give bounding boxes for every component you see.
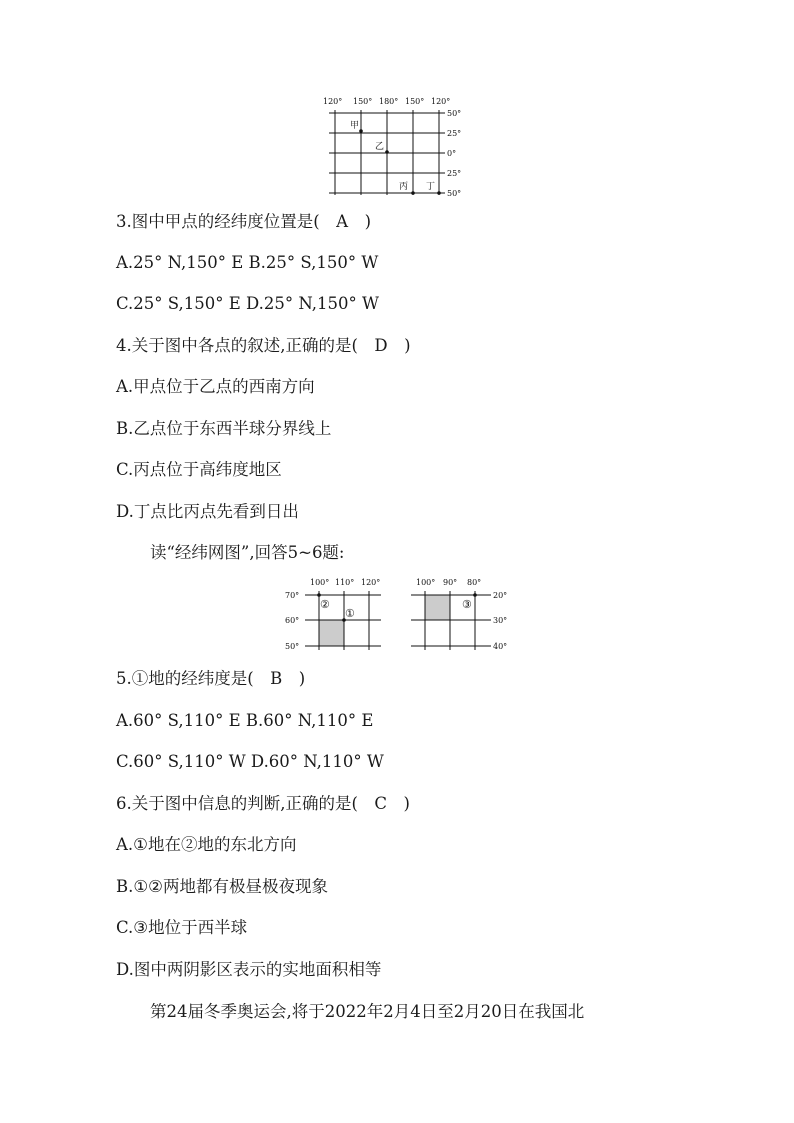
figure-3-grid — [405, 574, 517, 654]
question-3-options-cd: C.25° S,150° E D.25° N,150° W — [116, 294, 379, 313]
question-4-option-c: C.丙点位于高纬度地区 — [116, 460, 282, 479]
mark-3-label: ③ — [462, 598, 472, 611]
fig2-lat-label: 70° — [285, 591, 300, 600]
fig3-lat-label: 40° — [493, 642, 508, 651]
section-intro: 读“经纬网图”,回答5~6题: — [150, 543, 345, 562]
shaded-area-2 — [425, 595, 450, 620]
fig3-lon-label: 100° — [416, 578, 436, 587]
mark-1-label: ① — [345, 607, 355, 620]
question-4-option-b: B.乙点位于东西半球分界线上 — [116, 419, 332, 438]
shaded-area-1 — [319, 620, 344, 646]
fig1-lon-label: 120° — [431, 97, 451, 106]
question-3-options-ab: A.25° N,150° E B.25° S,150° W — [116, 253, 379, 272]
question-6-option-c: C.③地位于西半球 — [116, 918, 248, 937]
mark-2-label: ② — [320, 598, 330, 611]
fig1-lat-label: 0° — [447, 149, 457, 158]
question-5-options-ab: A.60° S,110° E B.60° N,110° E — [116, 711, 374, 730]
fig2-lon-label: 120° — [361, 578, 381, 587]
fig2-lon-label: 110° — [335, 578, 355, 587]
fig3-lon-label: 80° — [467, 578, 482, 587]
fig1-lon-label: 150° — [405, 97, 425, 106]
fig1-lon-label: 180° — [379, 97, 399, 106]
fig1-lat-label: 50° — [447, 189, 462, 198]
mark-2-point — [317, 593, 321, 597]
question-6-stem: 6.关于图中信息的判断,正确的是( C ) — [116, 794, 410, 813]
fig2-lon-label: 100° — [310, 578, 330, 587]
fig1-lon-label: 120° — [323, 97, 343, 106]
question-5-options-cd: C.60° S,110° W D.60° N,110° W — [116, 752, 384, 771]
fig3-lat-label: 20° — [493, 591, 508, 600]
fig1-lon-label: 150° — [353, 97, 373, 106]
fig1-lat-label: 25° — [447, 169, 462, 178]
question-6-option-a: A.①地在②地的东北方向 — [116, 835, 297, 854]
point-label-ding: 丁 — [426, 182, 436, 192]
fig2-lat-label: 50° — [285, 642, 300, 651]
point-label-yi: 乙 — [375, 142, 385, 152]
point-bing — [411, 191, 415, 195]
figure-2-grid — [283, 574, 388, 654]
question-4-stem: 4.关于图中各点的叙述,正确的是( D ) — [116, 336, 411, 355]
point-ding — [437, 191, 441, 195]
fig3-lat-label: 30° — [493, 616, 508, 625]
closing-paragraph: 第24届冬季奥运会,将于2022年2月4日至2月20日在我国北 — [150, 1002, 585, 1021]
point-label-bing: 丙 — [399, 182, 409, 192]
mark-3-point — [473, 593, 477, 597]
question-6-option-b: B.①②两地都有极昼极夜现象 — [116, 877, 328, 896]
point-yi — [385, 150, 389, 154]
fig1-lat-label: 25° — [447, 129, 462, 138]
fig3-lon-label: 90° — [443, 578, 458, 587]
question-5-stem: 5.①地的经纬度是( B ) — [116, 669, 306, 688]
figure-1-grid — [325, 93, 475, 200]
question-4-option-d: D.丁点比丙点先看到日出 — [116, 502, 299, 521]
question-4-option-a: A.甲点位于乙点的西南方向 — [116, 377, 315, 396]
fig1-lat-label: 50° — [447, 109, 462, 118]
fig2-lat-label: 60° — [285, 616, 300, 625]
question-6-option-d: D.图中两阴影区表示的实地面积相等 — [116, 960, 382, 979]
point-label-jia: 甲 — [350, 121, 360, 131]
question-3-stem: 3.图中甲点的经纬度位置是( A ) — [116, 212, 372, 231]
point-jia — [359, 129, 363, 133]
